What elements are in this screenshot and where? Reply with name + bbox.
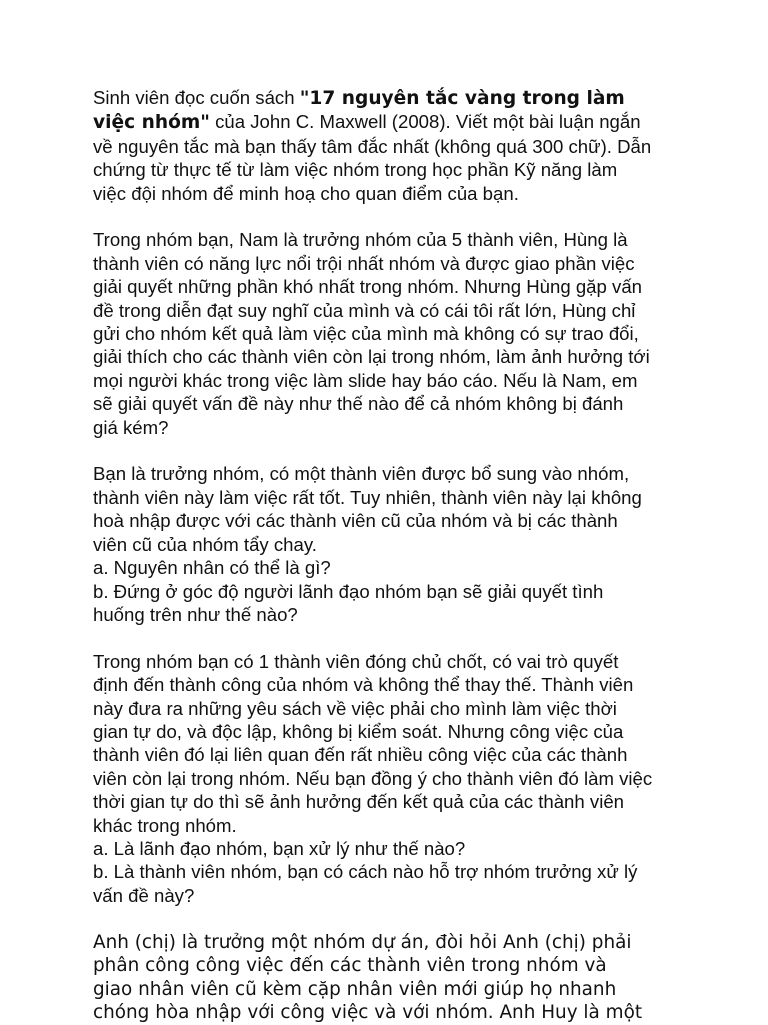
paragraph-gap	[93, 626, 713, 649]
intro-text: của John C. Maxwell (2008). Viết một bài luận ngắn	[209, 111, 641, 133]
case1-line: Trong nhóm bạn, Nam là trưởng nhóm của 5 thành viên, Hùng là	[93, 229, 628, 251]
case1-paragraph	[93, 228, 713, 439]
book-title: việc nhóm"	[93, 112, 210, 134]
paragraph-gap	[93, 205, 713, 228]
case1-line: giá kém?	[93, 416, 169, 438]
intro-line: về nguyên tắc mà bạn thấy tâm đắc nhất (không quá 300 chữ). Dẫn	[93, 135, 652, 157]
case1-line: sẽ giải quyết vấn đề này như thế nào để cả nhóm không bị đánh	[93, 393, 624, 415]
case2-paragraph	[93, 462, 713, 626]
book-title: "17 nguyên tắc vàng trong làm	[299, 88, 625, 109]
case3-line: viên còn lại trong nhóm. Nếu bạn đồng ý cho thành viên đó làm việc	[93, 767, 653, 789]
case3-line: vấn đề này?	[93, 884, 195, 906]
case4-line: chóng hòa nhập với công việc và với nhóm. Anh Huy là một	[93, 1002, 643, 1024]
case2-question-b: b. Đứng ở góc độ người lãnh đạo nhóm bạn sẽ giải quyết tình	[93, 580, 604, 602]
case3-line: này đưa ra những yêu sách về việc phải cho mình làm việc thời	[93, 697, 617, 719]
case3-line: khác trong nhóm.	[93, 814, 237, 836]
intro-paragraph	[93, 86, 713, 205]
case2-line: Bạn là trưởng nhóm, có một thành viên được bổ sung vào nhóm,	[93, 463, 630, 485]
case4-line: phân công công việc đến các thành viên trong nhóm và	[93, 955, 607, 977]
case3-line: thành viên đó lại liên quan đến rất nhiều công việc của các thành	[93, 744, 628, 766]
case3-line: thời gian tự do thì sẽ ảnh hưởng đến kết quả của các thành viên	[93, 791, 625, 813]
case4-line: giao nhân viên cũ kèm cặp nhân viên mới giúp họ nhanh	[93, 978, 617, 1000]
intro-line	[93, 86, 713, 110]
case1-line: giải quyết những phần khó nhất trong nhóm. Nhưng Hùng gặp vấn	[93, 276, 643, 298]
document-page	[93, 86, 713, 1025]
intro-line	[93, 110, 713, 134]
paragraph-gap	[93, 439, 713, 462]
case2-line: hoà nhập được với các thành viên cũ của nhóm và bị các thành	[93, 510, 618, 532]
case3-paragraph	[93, 650, 713, 907]
case3-question-b: b. Là thành viên nhóm, bạn có cách nào hỗ trợ nhóm trưởng xử lý	[93, 861, 638, 883]
paragraph-gap	[93, 907, 713, 930]
case4-line: Anh (chị) là trưởng một nhóm dự án, đòi hỏi Anh (chị) phải	[93, 931, 632, 953]
case1-line: thành viên có năng lực nổi trội nhất nhóm và được giao phần việc	[93, 252, 635, 274]
case1-line: gửi cho nhóm kết quả làm việc của mình mà không có sự trao đổi,	[93, 323, 639, 345]
intro-line: việc đội nhóm để minh hoạ cho quan điểm của bạn.	[93, 182, 519, 204]
case3-line: Trong nhóm bạn có 1 thành viên đóng chủ chốt, có vai trò quyết	[93, 650, 619, 672]
case1-line: đề trong diễn đạt suy nghĩ của mình và có cái tôi rất lớn, Hùng chỉ	[93, 299, 636, 321]
case2-question-a: a. Nguyên nhân có thể là gì?	[93, 557, 331, 579]
case3-question-a: a. Là lãnh đạo nhóm, bạn xử lý như thế nào?	[93, 837, 466, 859]
case2-line: huống trên như thế nào?	[93, 603, 298, 625]
case2-line: viên cũ của nhóm tẩy chay.	[93, 533, 317, 555]
case3-line: định đến thành công của nhóm và không thể thay thế. Thành viên	[93, 674, 634, 696]
case3-line: gian tự do, và độc lập, không bị kiểm soát. Nhưng công việc của	[93, 720, 624, 742]
case2-line: thành viên này làm việc rất tốt. Tuy nhiên, thành viên này lại không	[93, 486, 642, 508]
intro-text: Sinh viên đọc cuốn sách	[93, 87, 300, 108]
case1-line: mọi người khác trong việc làm slide hay báo cáo. Nếu là Nam, em	[93, 369, 638, 391]
case1-line: giải thích cho các thành viên còn lại trong nhóm, làm ảnh hưởng tới	[93, 346, 650, 368]
intro-line: chứng từ thực tế từ làm việc nhóm trong học phần Kỹ năng làm	[93, 159, 618, 181]
case4-paragraph	[93, 931, 713, 1025]
